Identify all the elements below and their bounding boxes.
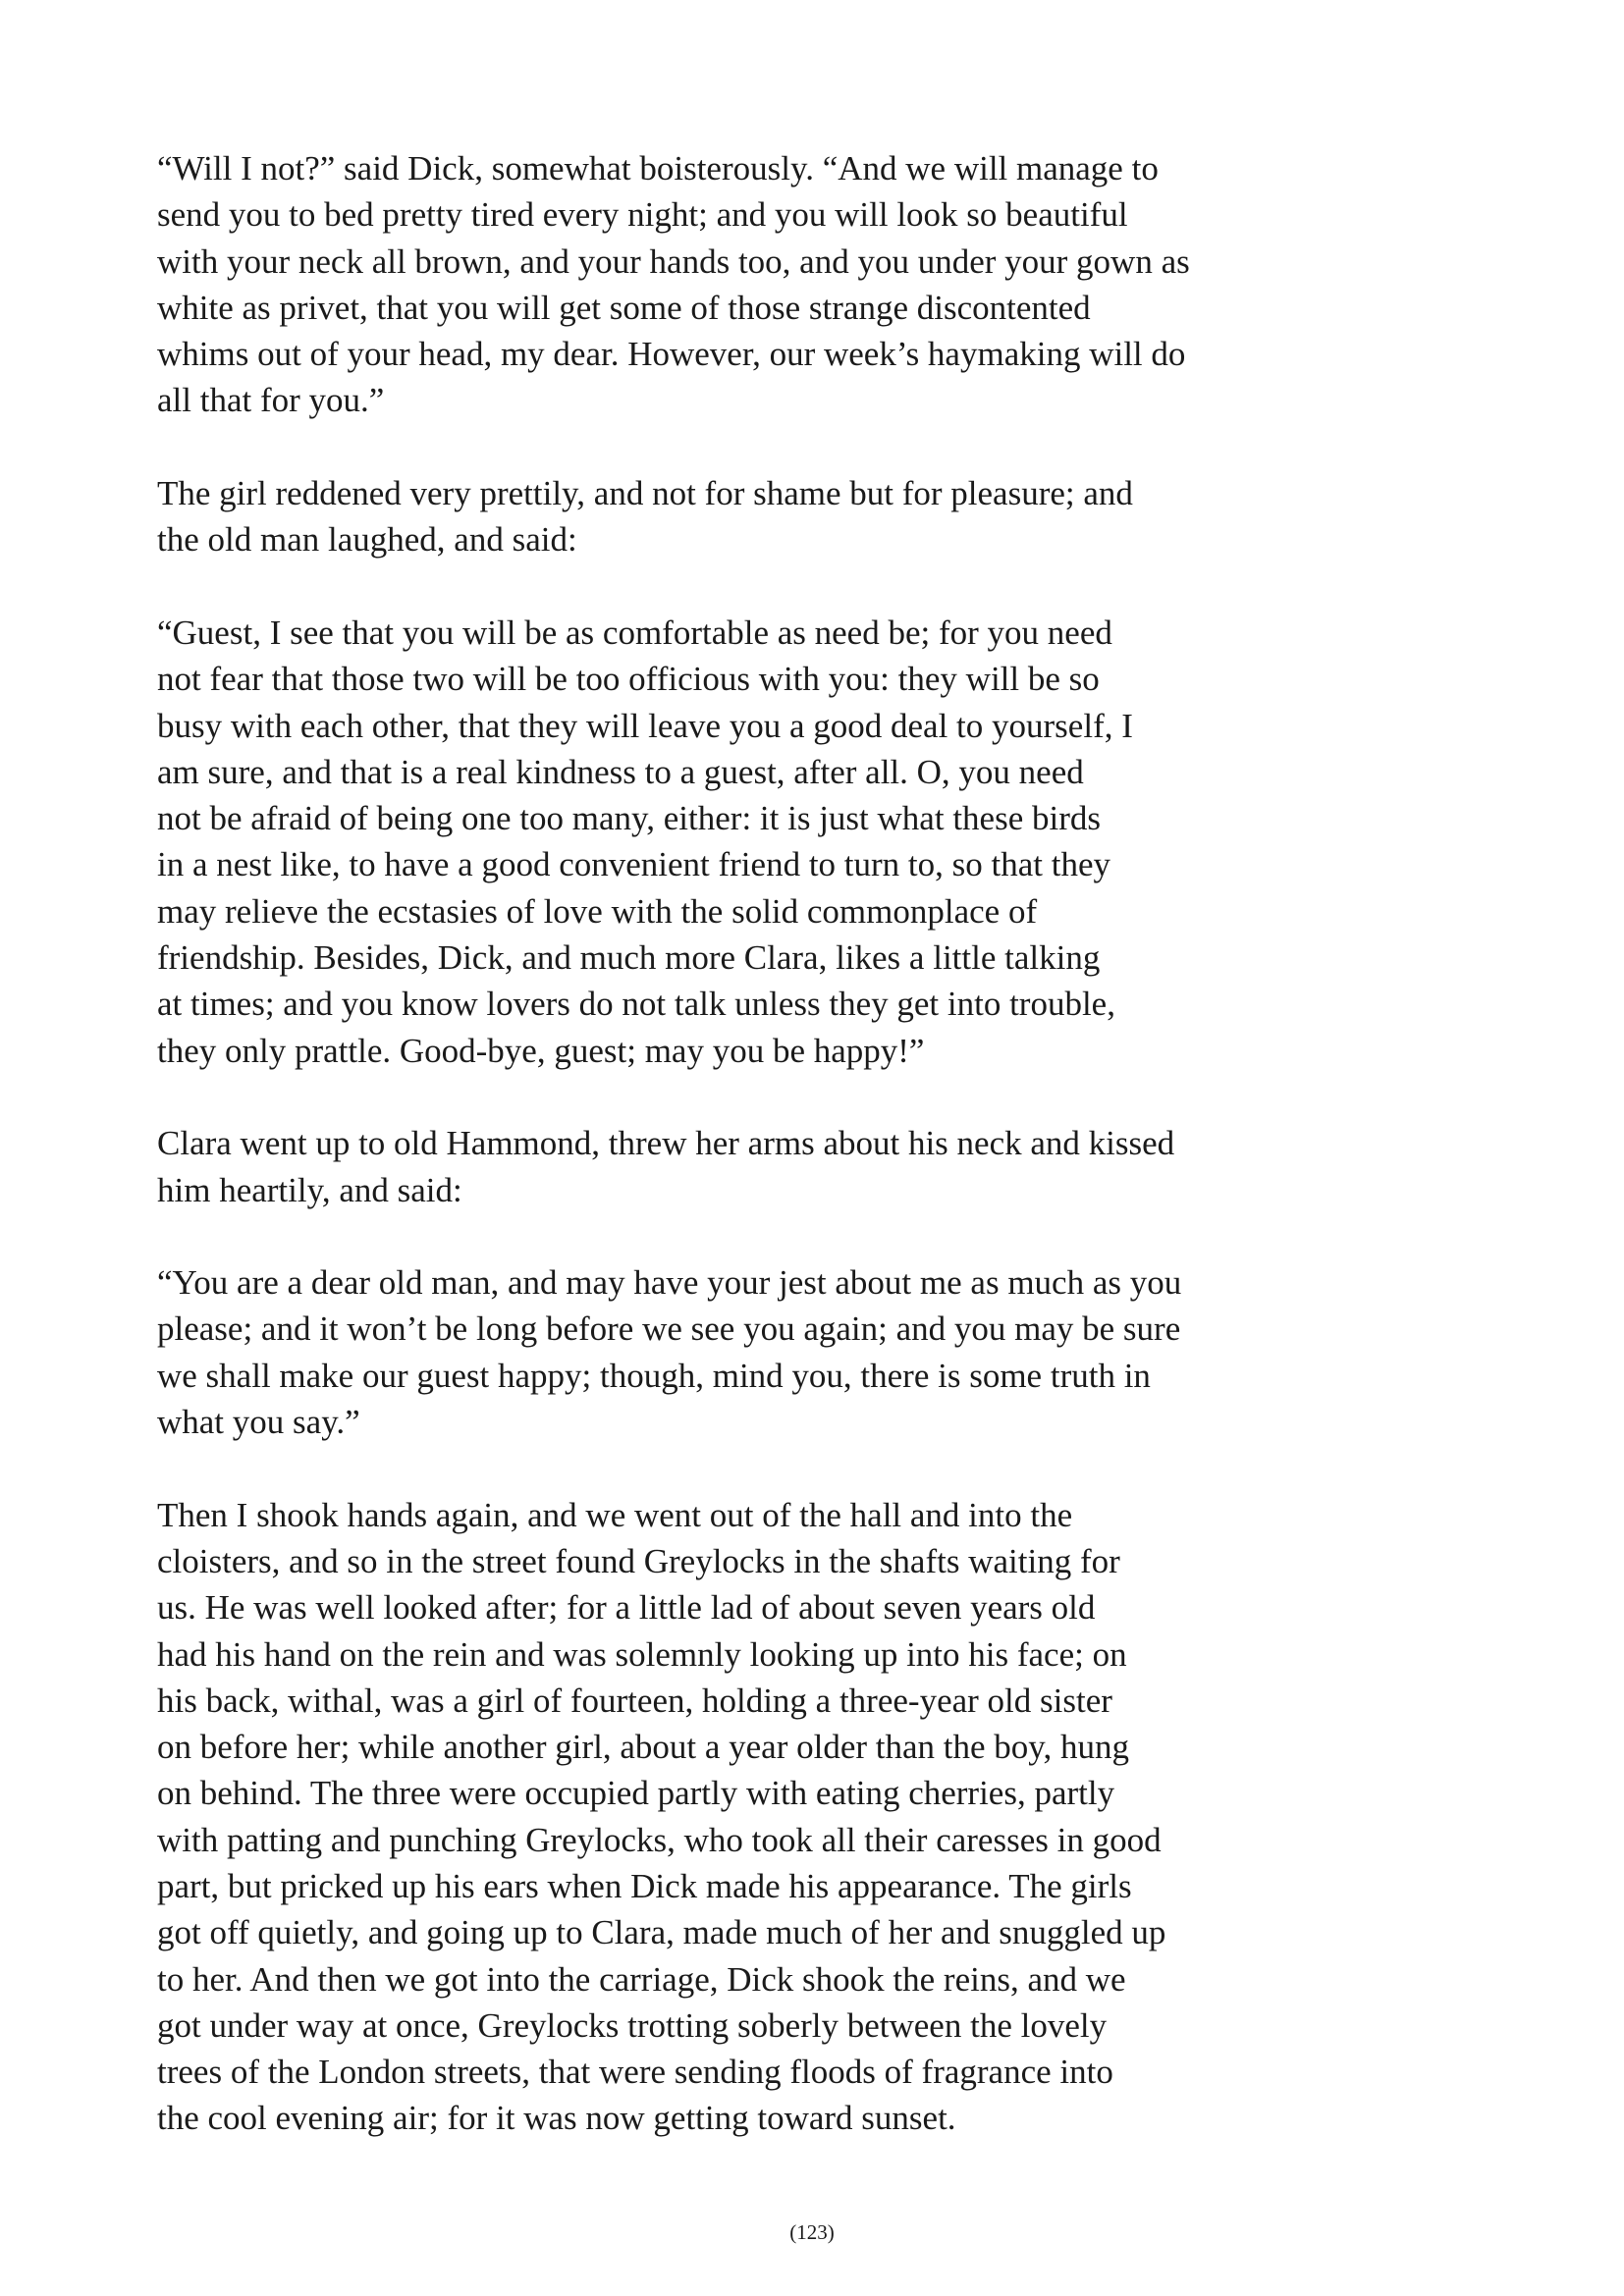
- text-line: Then I shook hands again, and we went out of the hall and into the: [157, 1495, 1073, 1534]
- text-line: trees of the London streets, that were sending floods of fragrance into: [157, 2053, 1113, 2092]
- paragraph: [157, 145, 1335, 424]
- text-line: the old man laughed, and said:: [157, 520, 577, 560]
- text-line: send you to bed pretty tired every night; and you will look so beautiful: [157, 195, 1128, 235]
- paragraph: [157, 1492, 1335, 2142]
- text-line: got under way at once, Greylocks trotting soberly between the lovely: [157, 2005, 1108, 2045]
- text-line: his back, withal, was a girl of fourteen, holding a three-year old sister: [157, 1681, 1112, 1720]
- text-line: they only prattle. Good-bye, guest; may you be happy!”: [157, 1031, 925, 1070]
- text-line: had his hand on the rein and was solemnly looking up into his face; on: [157, 1634, 1127, 1674]
- text-line: white as privet, that you will get some of those strange discontented: [157, 288, 1091, 327]
- text-line: busy with each other, that they will leave you a good deal to yourself, I: [157, 706, 1133, 745]
- text-line: “Guest, I see that you will be as comfortable as need be; for you need: [157, 613, 1112, 652]
- text-line: cloisters, and so in the street found Greylocks in the shafts waiting for: [157, 1541, 1120, 1580]
- text-line: please; and it won’t be long before we see you again; and you may be sure: [157, 1309, 1181, 1349]
- text-line: friendship. Besides, Dick, and much more Clara, likes a little talking: [157, 938, 1101, 978]
- text-line: to her. And then we got into the carriage, Dick shook the reins, and we: [157, 1959, 1126, 1999]
- paragraph: [157, 1259, 1335, 1445]
- text-line: the cool evening air; for it was now getting toward sunset.: [157, 2099, 956, 2138]
- text-line: not fear that those two will be too officious with you: they will be so: [157, 660, 1100, 699]
- text-line: all that for you.”: [157, 381, 385, 420]
- text-line: what you say.”: [157, 1403, 360, 1442]
- paragraph: [157, 610, 1335, 1074]
- text-line: on behind. The three were occupied partly with eating cherries, partly: [157, 1774, 1115, 1813]
- text-line: “You are a dear old man, and may have your jest about me as much as you: [157, 1263, 1182, 1303]
- text-line: whims out of your head, my dear. However, our week’s haymaking will do: [157, 335, 1186, 374]
- text-line: with your neck all brown, and your hands too, and you under your gown as: [157, 241, 1190, 281]
- text-line: us. He was well looked after; for a little lad of about seven years old: [157, 1588, 1096, 1628]
- text-line: “Will I not?” said Dick, somewhat boisterously. “And we will manage to: [157, 149, 1159, 187]
- text-line: am sure, and that is a real kindness to a guest, after all. O, you need: [157, 752, 1084, 791]
- paragraph: [157, 470, 1335, 563]
- text-line: got off quietly, and going up to Clara, made much of her and snuggled up: [157, 1913, 1166, 1952]
- text-line: The girl reddened very prettily, and not for shame but for pleasure; and: [157, 474, 1133, 513]
- text-line: with patting and punching Greylocks, who took all their caresses in good: [157, 1820, 1162, 1859]
- text-line: him heartily, and said:: [157, 1170, 462, 1209]
- paragraph: [157, 1120, 1335, 1213]
- text-line: part, but pricked up his ears when Dick made his appearance. The girls: [157, 1866, 1132, 1905]
- page-number: (123): [789, 2220, 835, 2244]
- text-line: not be afraid of being one too many, either: it is just what these birds: [157, 799, 1101, 838]
- text-line: on before her; while another girl, about a year older than the boy, hung: [157, 1728, 1130, 1767]
- text-line: in a nest like, to have a good convenient friend to turn to, so that they: [157, 845, 1111, 884]
- text-line: Clara went up to old Hammond, threw her arms about his neck and kissed: [157, 1124, 1175, 1163]
- body-text: [157, 145, 1335, 2188]
- text-line: we shall make our guest happy; though, mind you, there is some truth in: [157, 1356, 1151, 1395]
- text-line: at times; and you know lovers do not talk unless they get into trouble,: [157, 985, 1115, 1024]
- text-line: may relieve the ecstasies of love with the solid commonplace of: [157, 891, 1038, 931]
